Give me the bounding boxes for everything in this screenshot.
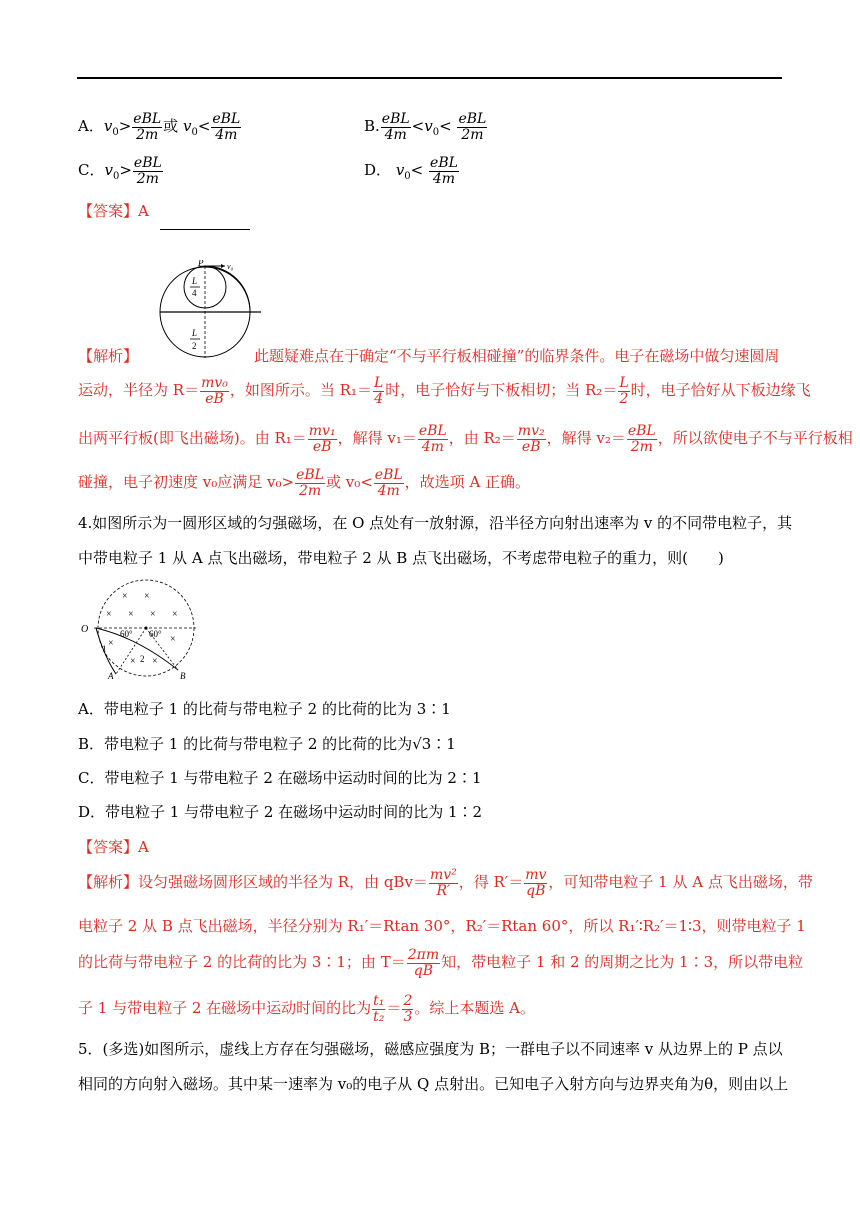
q4-analysis-line2: 电粒子 2 从 B 点飞出磁场，半径分别为 R₁′＝Rtan 30°，R₂′＝Rtan 60°，所以 R₁′∶R₂′＝1∶3，则带电粒子 1 <box>78 917 806 935</box>
svg-text:×: × <box>106 609 112 620</box>
svg-text:×: × <box>172 609 178 620</box>
q3-answer: 【答案】A <box>78 202 149 220</box>
q3-option-d: D． $v_0<$ $\frac{\text{eBL}}{4m}$ <box>364 154 458 187</box>
svg-text:60°: 60° <box>149 629 162 639</box>
svg-text:×: × <box>108 638 114 649</box>
svg-text:4: 4 <box>192 288 197 298</box>
q4-option-d: D．带电粒子 1 与带电粒子 2 在磁场中运动时间的比为 1∶2 <box>78 803 483 821</box>
q3-option-b: B. $\frac{\text{eBL}}{4m}$ $<v_0<$ $\frac{\text{eBL}}{2m}$ <box>364 110 487 143</box>
q4-analysis-line4: 子 1 与带电粒子 2 在磁场中运动时间的比为 $\frac{\text{t₁}}{\text{t₂}}$ ＝ $\frac{2}{3}$ 。综上本题选 A。 <box>78 992 535 1025</box>
frac-ebl-2m: $\frac{\text{eBL}}{2m}$ <box>133 110 162 143</box>
svg-text:2: 2 <box>192 341 197 351</box>
q4-stem-line2: 中带电粒子 1 从 A 点飞出磁场，带电粒子 2 从 B 点飞出磁场，不考虑带电粒子的重力，则( ) <box>78 549 724 567</box>
q5-stem-line1: 5．(多选)如图所示，虚线上方存在匀强磁场，磁感应强度为 B；一群电子以不同速率 v 从边界上的 P 点以 <box>78 1040 783 1058</box>
svg-text:×: × <box>130 656 136 667</box>
q3-figure <box>155 260 265 360</box>
q4-analysis-line1: 【解析】设匀强磁场圆形区域的半径为 R，由 qBv＝ $\frac{\text{mv²}}{R'}$ ，得 R′＝ $\frac{mv}{qB}$ ，可知带电粒子 1 从 A 点飞出磁场，带 <box>78 866 813 899</box>
q3-analysis-line4: 碰撞，电子初速度 v₀应满足 v₀> $\frac{\text{eBL}}{2m}$ 或 v₀< $\frac{\text{eBL}}{4m}$ ，故选项 A 正确。 <box>78 466 531 499</box>
svg-text:O: O <box>81 624 89 635</box>
header-rule <box>77 77 782 79</box>
q4-analysis-line3: 的比荷与带电粒子 2 的比荷的比为 3∶1；由 T＝ $\frac{2\pi m}{qB}$ 知，带电粒子 1 和 2 的周期之比为 1∶3，所以带电粒 <box>78 946 804 979</box>
q3-analysis-tag: 【解析】 <box>78 347 139 365</box>
svg-text:×: × <box>144 591 150 602</box>
q3-option-a: A．$v_0>$ $\frac{\text{eBL}}{2m}$ 或 $v_0<$ $\frac{\text{eBL}}{4m}$ <box>78 110 241 143</box>
q4-stem-line1: 4.如图所示为一圆形区域的匀强磁场，在 O 点处有一放射源，沿半径方向射出速率为 v 的不同带电粒子，其 <box>78 514 793 532</box>
q3-analysis-line2: 运动，半径为 R＝ $\frac{\text{mv₀}}{eB}$ ，如图所示。当 R₁＝ $\frac{L}{4}$ 时，电子恰好与下板相切；当 R₂＝ $\frac{L}{2}$ 时，电子恰好从下板边缘飞 <box>78 374 811 407</box>
q4-option-a: A．带电粒子 1 的比荷与带电粒子 2 的比荷的比为 3∶1 <box>78 700 451 718</box>
q4-figure <box>78 578 208 680</box>
frac-ebl-4m: $\frac{\text{eBL}}{4m}$ <box>212 110 241 143</box>
svg-text:2: 2 <box>140 654 145 664</box>
svg-text:×: × <box>150 609 156 620</box>
svg-text:×: × <box>152 656 158 667</box>
svg-text:B: B <box>180 671 186 680</box>
svg-text:60°: 60° <box>120 629 133 639</box>
svg-text:L: L <box>192 276 198 286</box>
svg-text:×: × <box>128 609 134 620</box>
q3-analysis-line1: 此题疑难点在于确定“不与平行板相碰撞”的临界条件。电子在磁场中做匀速圆周 <box>254 347 780 365</box>
q3-short-rule <box>160 229 250 230</box>
q3-option-c: C．$v_0>$ $\frac{\text{eBL}}{2m}$ <box>78 154 162 187</box>
svg-text:1: 1 <box>102 644 107 654</box>
q4-option-b: B．带电粒子 1 的比荷与带电粒子 2 的比荷的比为√3∶1 <box>78 735 456 753</box>
q4-option-c: C．带电粒子 1 与带电粒子 2 在磁场中运动时间的比为 2∶1 <box>78 769 482 787</box>
svg-text:×: × <box>122 591 128 602</box>
svg-text:L: L <box>192 328 198 338</box>
q3-analysis-line3: 出两平行板(即飞出磁场)。由 R₁＝ $\frac{\text{mv₁}}{eB}$ ，解得 v₁＝ $\frac{\text{eBL}}{4m}$ ，由 R₂＝ $\frac{\text{mv₂}}{eB}$ ，解得 v₂＝ $\frac{\text{eBL}}{2m}$ ，所以欲使电子不与平行板相 <box>78 422 853 455</box>
fig-label-p: P <box>198 260 204 268</box>
svg-text:×: × <box>170 634 176 645</box>
q4-answer: 【答案】A <box>78 838 149 856</box>
fig-label-v0: v₀ <box>227 262 234 271</box>
q5-stem-line2: 相同的方向射入磁场。其中某一速率为 v₀的电子从 Q 点射出。已知电子入射方向与边界夹角为θ，则由以上 <box>78 1075 789 1093</box>
svg-text:A: A <box>108 671 114 680</box>
